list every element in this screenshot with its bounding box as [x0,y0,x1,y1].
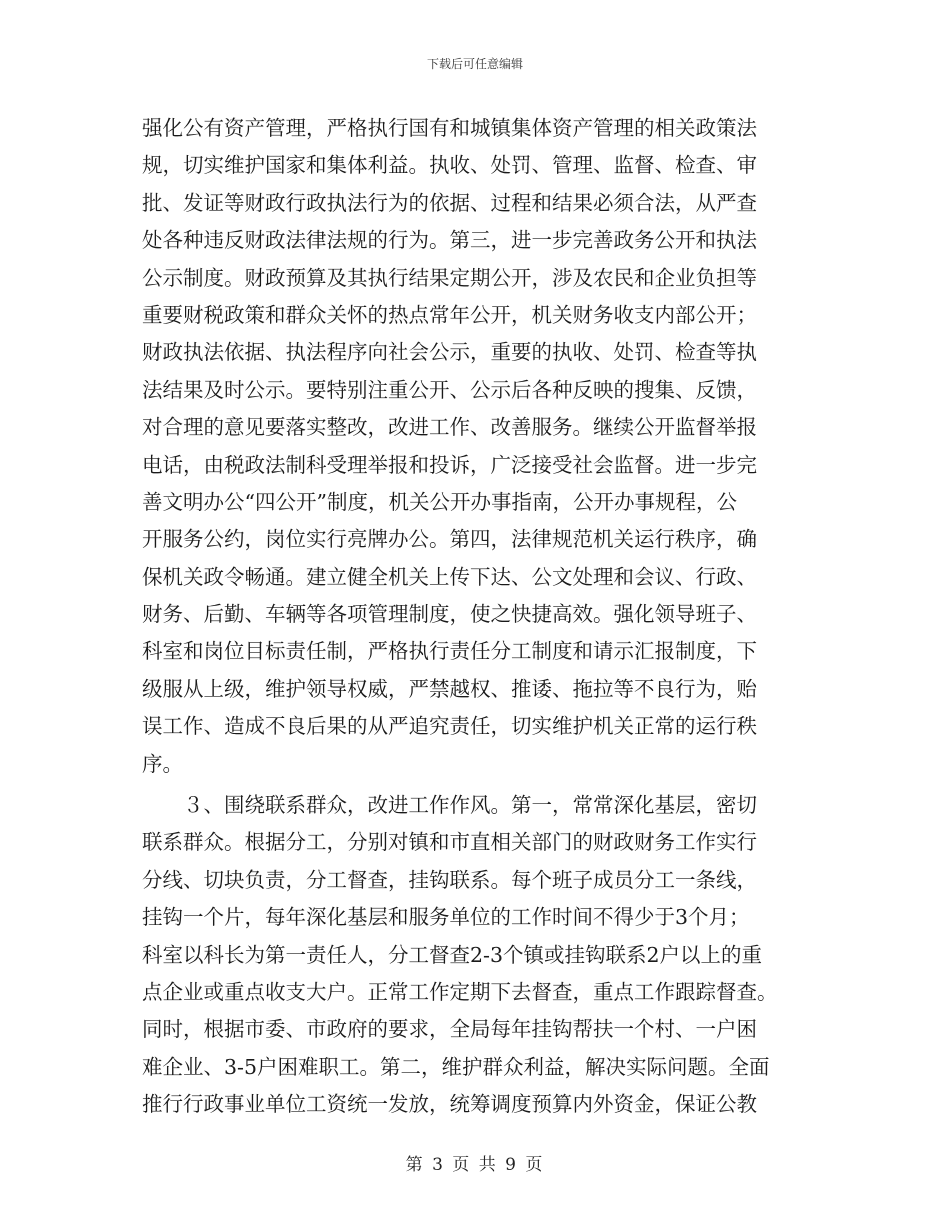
text-line: 财政执法依据、执法程序向社会公示，重要的执收、处罚、检查等执 [142,340,757,365]
text-line: 开服务公约，岗位实行亮牌办公。第四，法律规范机关运行秩序，确 [142,527,757,552]
text-line: 公示制度。财政预算及其执行结果定期公开，涉及农民和企业负担等 [142,265,757,290]
text-line: 难企业、3-5户困难职工。第二，维护群众利益，解决实际问题。全面 [142,1054,770,1079]
page-number-footer: 第 3 页 共 9 页 [405,1155,545,1175]
text-line: 法结果及时公示。要特别注重公开、公示后各种反映的搜集、反馈， [142,377,757,402]
paragraph-2 [142,787,812,1124]
text-line: 重要财税政策和群众关怀的热点常年公开，机关财务收支内部公开； [142,302,757,327]
text-line: 对合理的意见要落实整改，改进工作、改善服务。继续公开监督举报 [142,415,757,440]
text-line: ３、围绕联系群众，改进工作作风。第一，常常深化基层，密切 [142,793,757,818]
text-line: 级服从上级，维护领导权威，严禁越权、推诿、拖拉等不良行为，贻 [142,676,757,701]
text-line: 序。 [142,751,183,776]
text-line: 处各种违反财政法律法规的行为。第三，进一步完善政务公开和执法 [142,228,757,253]
text-line: 科室以科长为第一责任人，分工督查2-3个镇或挂钩联系2户以上的重 [142,942,763,967]
text-line: 同时，根据市委、市政府的要求，全局每年挂钩帮扶一个村、一户困 [142,1017,757,1042]
text-line: 误工作、造成不良后果的从严追究责任，切实维护机关正常的运行秩 [142,714,757,739]
text-line: 科室和岗位目标责任制，严格执行责任分工制度和请示汇报制度，下 [142,639,757,664]
text-line: 强化公有资产管理，严格执行国有和城镇集体资产管理的相关政策法 [142,116,757,140]
text-line: 保机关政令畅通。建立健全机关上传下达、公文处理和会议、行政、 [142,564,757,589]
text-line: 善文明办公“四公开”制度，机关公开办事指南，公开办事规程，公 [142,489,737,514]
text-line: 联系群众。根据分工，分别对镇和市直相关部门的财政财务工作实行 [142,830,757,855]
text-line: 推行行政事业单位工资统一发放，统筹调度预算内外资金，保证公教 [142,1092,757,1117]
document-body [142,110,812,1124]
page-header: 下载后可任意编辑 [426,57,523,71]
text-line: 财务、后勤、车辆等各项管理制度，使之快捷高效。强化领导班子、 [142,602,757,627]
text-line: 电话，由税政法制科受理举报和投诉，广泛接受社会监督。进一步完 [142,452,757,477]
text-line: 批、发证等财政行政执法行为的依据、过程和结果必须合法，从严查 [142,190,757,215]
paragraph-1 [142,110,812,783]
text-line: 分线、切块负责，分工督查，挂钩联系。每个班子成员分工一条线， [142,867,757,892]
text-line: 挂钩一个片，每年深化基层和服务单位的工作时间不得少于3个月； [142,905,750,930]
text-line: 规，切实维护国家和集体利益。执收、处罚、管理、监督、检查、审 [142,153,757,178]
text-line: 点企业或重点收支大户。正常工作定期下去督查，重点工作跟踪督查。 [142,979,778,1004]
